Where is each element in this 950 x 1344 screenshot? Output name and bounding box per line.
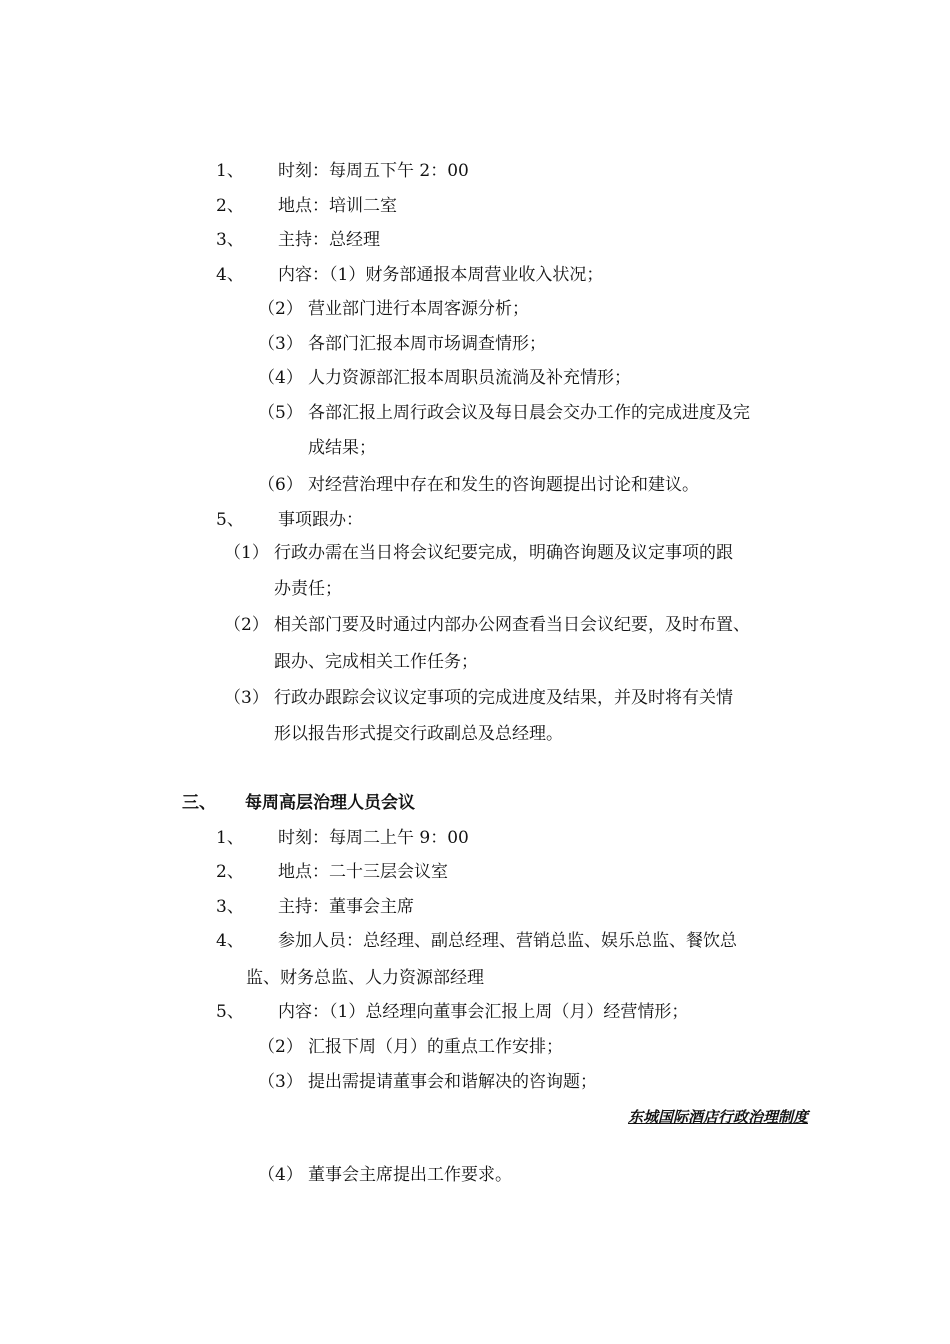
item-text: 地点：二十三层会议室 — [278, 862, 448, 882]
page-footer: 东城国际酒店行政治理制度 — [627, 1108, 808, 1126]
subitem-text: 董事会主席提出工作要求。 — [308, 1165, 512, 1185]
followup-number: （2） — [224, 615, 269, 635]
item-text: 主持：总经理 — [278, 230, 380, 250]
subitem-text: 提出需提请董事会和谐解决的咨询题； — [308, 1072, 597, 1092]
followup-number: （1） — [224, 543, 269, 563]
item-number: 1、 — [216, 161, 244, 181]
followup-continuation: 形以报告形式提交行政副总及总经理。 — [274, 724, 563, 744]
item-number: 5、 — [216, 510, 244, 530]
subitem-text: 人力资源部汇报本周职员流淌及补充情形； — [308, 368, 631, 388]
item-number: 4、 — [216, 931, 244, 951]
subitem-number: （4） — [258, 1165, 303, 1185]
followup-text: 相关部门要及时通过内部办公网查看当日会议纪要，及时布置、 — [274, 615, 750, 635]
item-text: 地点：培训二室 — [278, 196, 397, 216]
item-number: 4、 — [216, 265, 244, 285]
item-number: 3、 — [216, 897, 244, 917]
followup-continuation: 办责任； — [274, 579, 342, 599]
subitem-continuation: 成结果； — [308, 438, 376, 458]
subitem-number: （4） — [258, 368, 303, 388]
item-text: 内容：（1）财务部通报本周营业收入状况； — [278, 265, 604, 285]
subitem-number: （2） — [258, 1037, 303, 1057]
item-number: 2、 — [216, 862, 244, 882]
section-title: 每周高层治理人员会议 — [245, 793, 415, 813]
item-number: 5、 — [216, 1002, 244, 1022]
subitem-text: 各部门汇报本周市场调查情形； — [308, 334, 546, 354]
followup-continuation: 跟办、完成相关工作任务； — [274, 652, 478, 672]
subitem-number: （6） — [258, 475, 303, 495]
subitem-number: （5） — [258, 403, 303, 423]
item-text: 时刻：每周二上午 9：00 — [278, 828, 469, 848]
subitem-number: （3） — [258, 1072, 303, 1092]
followup-text: 行政办需在当日将会议纪要完成，明确咨询题及议定事项的跟 — [274, 543, 733, 563]
item-text: 参加人员：总经理、副总经理、营销总监、娱乐总监、餐饮总 — [278, 931, 737, 951]
followup-text: 行政办跟踪会议议定事项的完成进度及结果，并及时将有关情 — [274, 688, 733, 708]
followup-number: （3） — [224, 688, 269, 708]
item-number: 3、 — [216, 230, 244, 250]
subitem-number: （3） — [258, 334, 303, 354]
subitem-number: （2） — [258, 299, 303, 319]
item-text: 主持：董事会主席 — [278, 897, 414, 917]
subitem-text: 各部汇报上周行政会议及每日晨会交办工作的完成进度及完 — [308, 403, 750, 423]
subitem-text: 营业部门进行本周客源分析； — [308, 299, 529, 319]
item-text: 事项跟办： — [278, 510, 363, 530]
item-continuation: 监、财务总监、人力资源部经理 — [246, 968, 484, 988]
section-number: 三、 — [182, 793, 216, 813]
subitem-text: 汇报下周（月）的重点工作安排； — [308, 1037, 563, 1057]
subitem-text: 对经营治理中存在和发生的咨询题提出讨论和建议。 — [308, 475, 699, 495]
item-number: 2、 — [216, 196, 244, 216]
item-text: 内容：（1）总经理向董事会汇报上周（月）经营情形； — [278, 1002, 689, 1022]
item-text: 时刻：每周五下午 2：00 — [278, 161, 469, 181]
item-number: 1、 — [216, 828, 244, 848]
